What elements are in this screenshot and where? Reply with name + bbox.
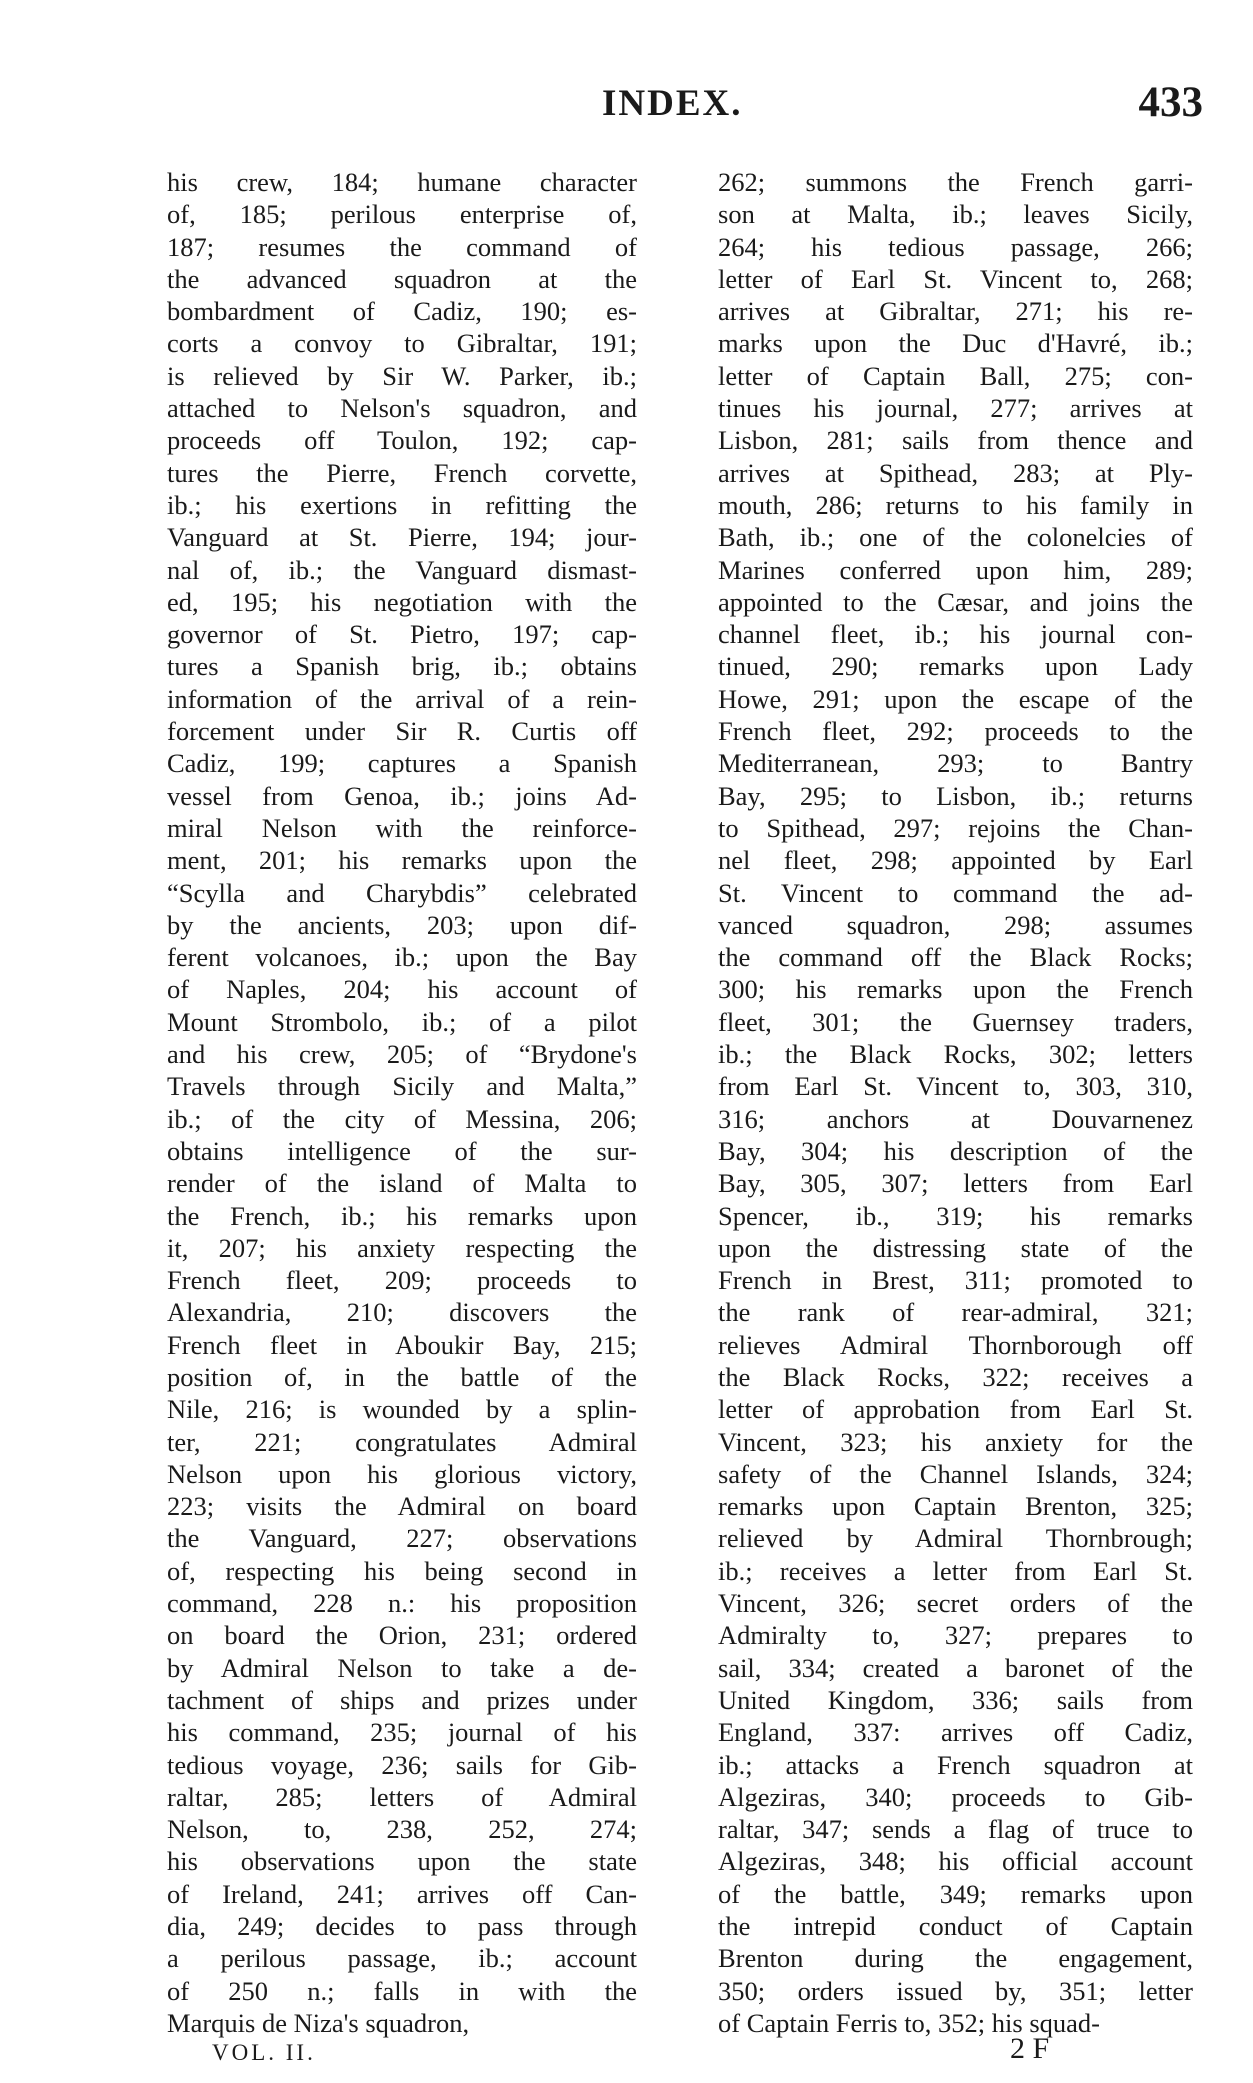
index-line: ib.; receives a letter from Earl St. [718,1555,1193,1586]
index-line: Lisbon, 281; sails from thence and [718,425,1193,456]
index-line: arrives at Spithead, 283; at Ply- [718,457,1193,488]
index-line: tachment of ships and prizes under [167,1684,637,1715]
index-line: son at Malta, ib.; leaves Sicily, [718,199,1193,230]
index-line: raltar, 285; letters of Admiral [167,1781,637,1812]
index-line: 300; his remarks upon the French [718,974,1193,1005]
index-line: nal of, ib.; the Vanguard dismast- [167,554,637,585]
index-line: tedious voyage, 236; sails for Gib- [167,1749,637,1780]
index-line: vessel from Genoa, ib.; joins Ad- [167,780,637,811]
index-line: marks upon the Duc d'Havré, ib.; [718,328,1193,359]
volume-label: VOL. II. [212,2040,316,2065]
index-line: the Black Rocks, 322; receives a [718,1361,1193,1392]
index-line: attached to Nelson's squadron, and [167,393,637,424]
index-line: Nelson, to, 238, 252, 274; [167,1814,637,1845]
index-line: of Captain Ferris to, 352; his squad- [718,2007,1100,2038]
index-line: 264; his tedious passage, 266; [718,231,1193,262]
index-line: 223; visits the Admiral on board [167,1491,637,1522]
index-line: Nelson upon his glorious victory, [167,1458,637,1489]
index-line: the advanced squadron at the [167,263,637,294]
index-line: St. Vincent to command the ad- [718,877,1193,908]
index-line: ferent volcanoes, ib.; upon the Bay [167,942,637,973]
index-line: ment, 201; his remarks upon the [167,845,637,876]
index-line: mouth, 286; returns to his family in [718,489,1193,520]
index-line: Bay, 304; his description of the [718,1135,1193,1166]
index-line: 187; resumes the command of [167,231,637,262]
index-line: ib.; of the city of Messina, 206; [167,1103,637,1134]
index-column-right [718,166,1193,2039]
index-line: Vanguard at St. Pierre, 194; jour- [167,522,637,553]
index-line: Algeziras, 348; his official account [718,1846,1193,1877]
index-line: miral Nelson with the reinforce- [167,812,637,843]
index-line: England, 337: arrives off Cadiz, [718,1717,1193,1748]
index-line: nel fleet, 298; appointed by Earl [718,845,1193,876]
index-line: of, respecting his being second in [167,1555,637,1586]
index-line: safety of the Channel Islands, 324; [718,1458,1193,1489]
index-line: Spencer, ib., 319; his remarks [718,1200,1193,1231]
index-line: the French, ib.; his remarks upon [167,1200,637,1231]
index-line: by the ancients, 203; upon dif- [167,909,637,940]
index-line: tinues his journal, 277; arrives at [718,393,1193,424]
index-line: United Kingdom, 336; sails from [718,1684,1193,1715]
index-line: ib.; the Black Rocks, 302; letters [718,1039,1193,1070]
index-line: the intrepid conduct of Captain [718,1911,1193,1942]
index-line: sail, 334; created a baronet of the [718,1652,1193,1683]
index-line: ed, 195; his negotiation with the [167,586,637,617]
index-line: relieves Admiral Thornborough off [718,1329,1193,1360]
index-line: of Ireland, 241; arrives off Can- [167,1878,637,1909]
index-line: is relieved by Sir W. Parker, ib.; [167,360,637,391]
index-line: of 250 n.; falls in with the [167,1975,637,2006]
index-line: fleet, 301; the Guernsey traders, [718,1006,1193,1037]
index-line: Travels through Sicily and Malta,” [167,1071,637,1102]
index-line: his crew, 184; humane character [167,167,637,197]
index-line: vanced squadron, 298; assumes [718,909,1193,940]
index-line: remarks upon Captain Brenton, 325; [718,1491,1193,1522]
index-line: channel fleet, ib.; his journal con- [718,619,1193,650]
index-line: Bay, 295; to Lisbon, ib.; returns [718,780,1193,811]
index-line: a perilous passage, ib.; account [167,1943,637,1974]
index-line: forcement under Sir R. Curtis off [167,716,637,747]
index-line: corts a convoy to Gibraltar, 191; [167,328,637,359]
index-line: of Naples, 204; his account of [167,974,637,1005]
page-number: 433 [1138,79,1203,126]
index-line: position of, in the battle of the [167,1361,637,1392]
index-line: from Earl St. Vincent to, 303, 310, [718,1071,1193,1102]
index-line: raltar, 347; sends a flag of truce to [718,1814,1193,1845]
index-line: upon the distressing state of the [718,1232,1193,1263]
index-line: his observations upon the state [167,1846,637,1877]
index-line: French fleet, 292; proceeds to the [718,716,1193,747]
index-line: French fleet, 209; proceeds to [167,1265,637,1296]
index-line: Howe, 291; upon the escape of the [718,683,1193,714]
index-line: and his crew, 205; of “Brydone's [167,1039,637,1070]
index-line: Nile, 216; is wounded by a splin- [167,1394,637,1425]
index-line: appointed to the Cæsar, and joins the [718,586,1193,617]
index-line: Vincent, 323; his anxiety for the [718,1426,1193,1457]
index-line: Alexandria, 210; discovers the [167,1297,637,1328]
index-line: Marquis de Niza's squadron, [167,2007,470,2038]
index-line: render of the island of Malta to [167,1168,637,1199]
index-line: his command, 235; journal of his [167,1717,637,1748]
index-line: Mount Strombolo, ib.; of a pilot [167,1006,637,1037]
index-line: on board the Orion, 231; ordered [167,1620,637,1651]
index-line: Algeziras, 340; proceeds to Gib- [718,1781,1193,1812]
index-line: Vincent, 326; secret orders of the [718,1588,1193,1619]
index-line: letter of approbation from Earl St. [718,1394,1193,1425]
index-line: 316; anchors at Douvarnenez [718,1103,1193,1134]
index-line: dia, 249; decides to pass through [167,1911,637,1942]
index-line: tures a Spanish brig, ib.; obtains [167,651,637,682]
index-line: Bay, 305, 307; letters from Earl [718,1168,1193,1199]
index-line: tures the Pierre, French corvette, [167,457,637,488]
index-line: “Scylla and Charybdis” celebrated [167,877,637,908]
index-line: French fleet in Aboukir Bay, 215; [167,1329,637,1360]
index-line: 350; orders issued by, 351; letter [718,1975,1193,2006]
index-line: tinued, 290; remarks upon Lady [718,651,1193,682]
index-line: the rank of rear-admiral, 321; [718,1297,1193,1328]
index-line: relieved by Admiral Thornbrough; [718,1523,1193,1554]
index-line: proceeds off Toulon, 192; cap- [167,425,637,456]
index-line: Admiralty to, 327; prepares to [718,1620,1193,1651]
index-line: Cadiz, 199; captures a Spanish [167,748,637,779]
index-line: it, 207; his anxiety respecting the [167,1232,637,1263]
index-line: the Vanguard, 227; observations [167,1523,637,1554]
index-line: Mediterranean, 293; to Bantry [718,748,1193,779]
index-line: bombardment of Cadiz, 190; es- [167,296,637,327]
index-column-left [167,166,637,2039]
index-line: obtains intelligence of the sur- [167,1135,637,1166]
index-line: 262; summons the French garri- [718,167,1193,197]
index-line: Bath, ib.; one of the colonelcies of [718,522,1193,553]
index-line: governor of St. Pietro, 197; cap- [167,619,637,650]
index-line: of the battle, 349; remarks upon [718,1878,1193,1909]
index-line: to Spithead, 297; rejoins the Chan- [718,812,1193,843]
index-line: by Admiral Nelson to take a de- [167,1652,637,1683]
page-title: INDEX. [602,83,743,124]
index-line: arrives at Gibraltar, 271; his re- [718,296,1193,327]
index-line: letter of Earl St. Vincent to, 268; [718,263,1193,294]
index-line: Brenton during the engagement, [718,1943,1193,1974]
index-line: ib.; attacks a French squadron at [718,1749,1193,1780]
index-line: letter of Captain Ball, 275; con- [718,360,1193,391]
index-line: ib.; his exertions in refitting the [167,489,637,520]
index-line: French in Brest, 311; promoted to [718,1265,1193,1296]
index-line: ter, 221; congratulates Admiral [167,1426,637,1457]
index-line: Marines conferred upon him, 289; [718,554,1193,585]
index-line: the command off the Black Rocks; [718,942,1193,973]
index-line: information of the arrival of a rein- [167,683,637,714]
index-line: command, 228 n.: his proposition [167,1588,637,1619]
index-line: of, 185; perilous enterprise of, [167,199,637,230]
signature-mark: 2 F [1010,2032,1050,2065]
